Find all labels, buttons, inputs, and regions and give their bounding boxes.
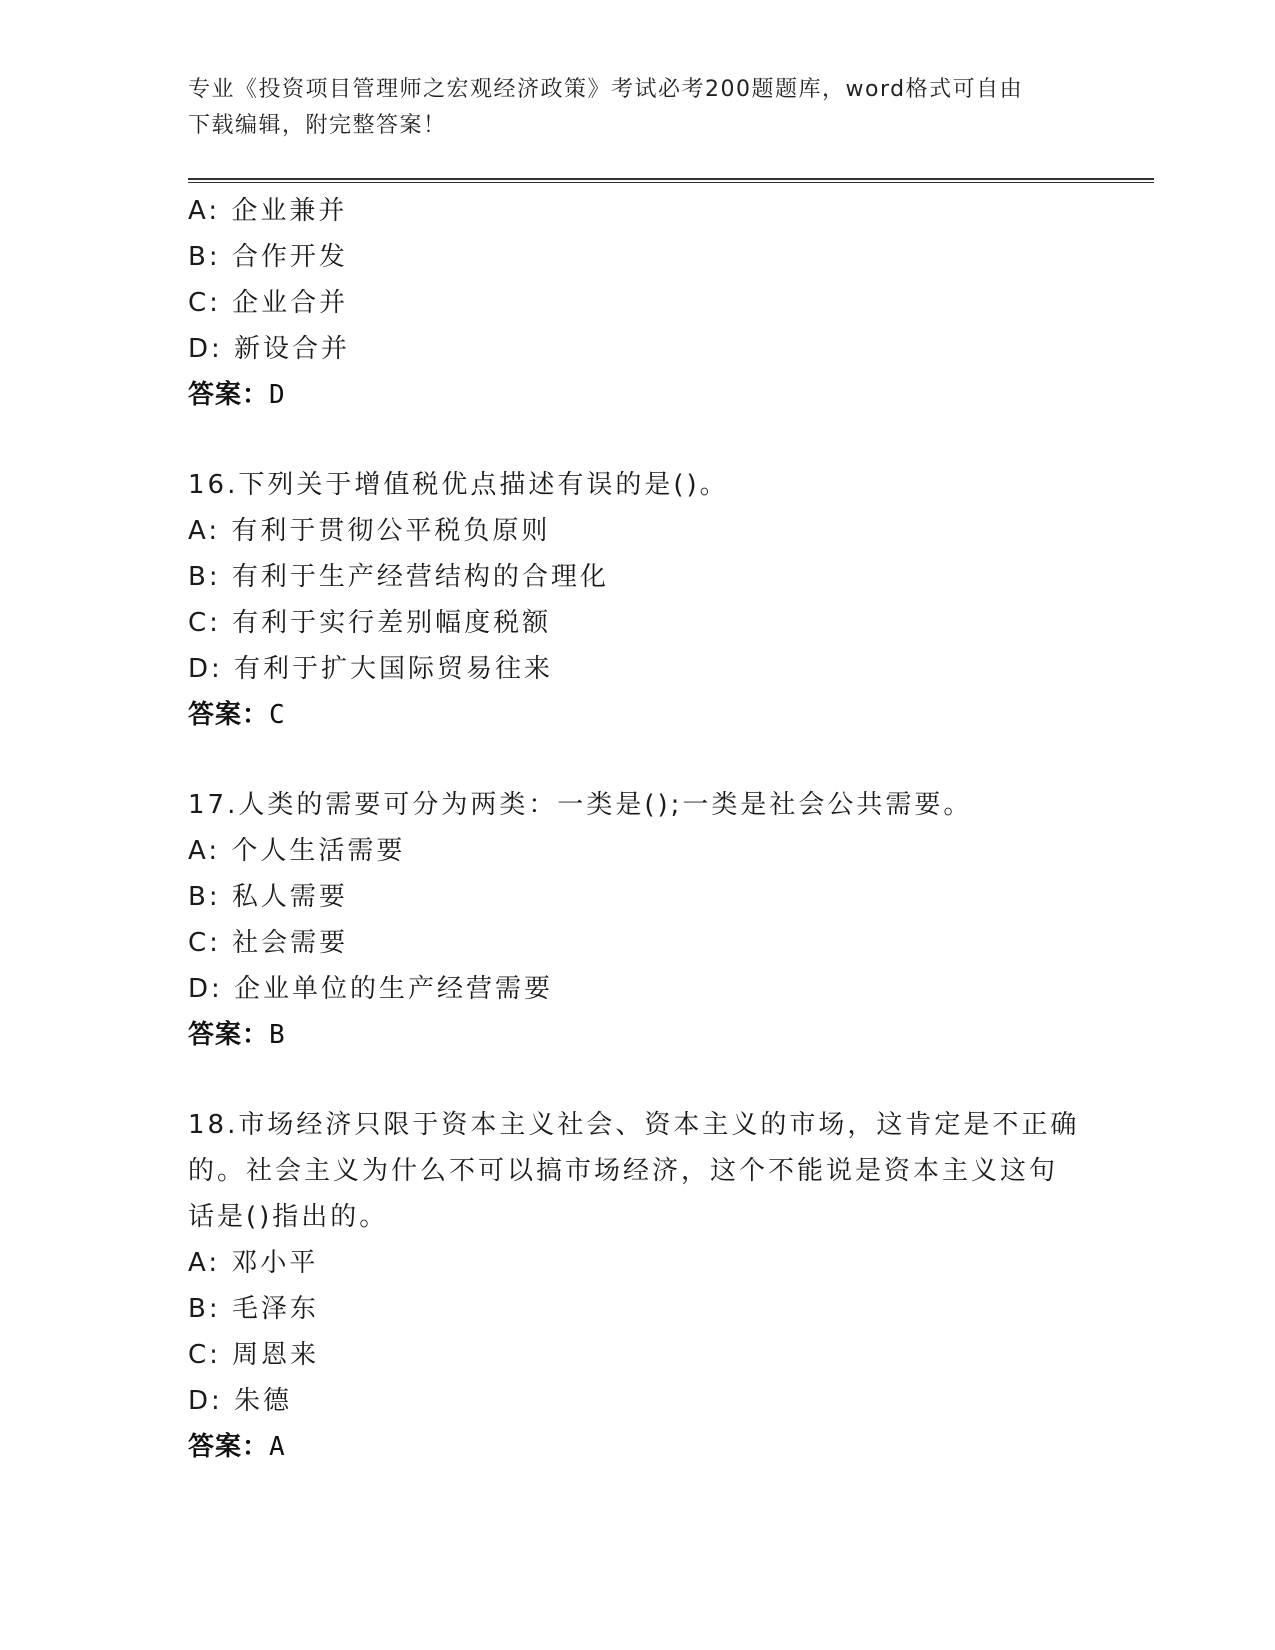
document-header — [188, 72, 1088, 144]
option-a: A: 企业兼并 — [188, 196, 348, 226]
option-a: A: 有利于贯彻公平税负原则 — [188, 516, 551, 546]
option-d: D: 企业单位的生产经营需要 — [188, 974, 554, 1004]
answer-label: 答案： — [188, 1432, 270, 1462]
answer-line — [188, 1424, 1088, 1470]
question-stem: 17.人类的需要可分为两类：一类是();一类是社会公共需要。 — [188, 790, 973, 820]
header-line-1: 专业《投资项目管理师之宏观经济政策》考试必考200题题库，word格式可自由 — [188, 77, 1024, 102]
option-c: C: 有利于实行差别幅度税额 — [188, 608, 552, 638]
question-18 — [188, 1102, 1088, 1470]
question-stem: 16.下列关于增值税优点描述有误的是()。 — [188, 470, 729, 500]
question-stem-line-2: 的。社会主义为什么不可以搞市场经济，这个不能说是资本主义这句 — [188, 1156, 1059, 1186]
question-16 — [188, 462, 1088, 738]
question-stem-line-1: 18.市场经济只限于资本主义社会、资本主义的市场，这肯定是不正确 — [188, 1110, 1080, 1140]
option-a: A: 邓小平 — [188, 1248, 319, 1278]
option-c: C: 企业合并 — [188, 288, 349, 318]
option-b: B: 毛泽东 — [188, 1294, 319, 1324]
answer-value: A — [269, 1432, 286, 1462]
answer-label: 答案： — [188, 1020, 270, 1050]
question-stem-line-3: 话是()指出的。 — [188, 1202, 389, 1232]
answer-label: 答案： — [188, 700, 270, 730]
question-15 — [188, 188, 1088, 418]
header-divider — [188, 178, 1154, 183]
answer-value: B — [269, 1020, 286, 1050]
option-d: D: 朱德 — [188, 1386, 293, 1416]
answer-line — [188, 372, 1088, 418]
option-b: B: 合作开发 — [188, 242, 348, 272]
option-c: C: 周恩来 — [188, 1340, 320, 1370]
option-a: A: 个人生活需要 — [188, 836, 406, 866]
answer-value: D — [269, 380, 286, 410]
question-17 — [188, 782, 1088, 1058]
answer-line — [188, 692, 1088, 738]
option-d: D: 新设合并 — [188, 334, 351, 364]
question-list — [188, 188, 1088, 1514]
header-line-2: 下载编辑，附完整答案！ — [188, 113, 447, 138]
option-c: C: 社会需要 — [188, 928, 349, 958]
option-b: B: 有利于生产经营结构的合理化 — [188, 562, 609, 592]
option-d: D: 有利于扩大国际贸易往来 — [188, 654, 554, 684]
option-b: B: 私人需要 — [188, 882, 348, 912]
answer-value: C — [269, 700, 286, 730]
answer-label: 答案： — [188, 380, 270, 410]
answer-line — [188, 1012, 1088, 1058]
